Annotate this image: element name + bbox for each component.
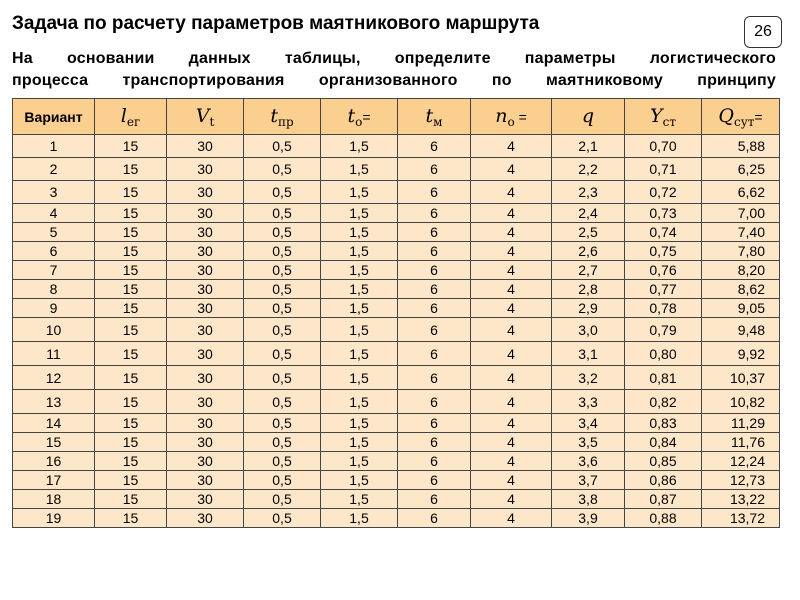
table-cell: 15: [95, 318, 167, 342]
table-cell: 0,5: [244, 261, 321, 280]
parameters-table: [12, 98, 780, 528]
table-cell: 7,40: [702, 223, 780, 242]
table-cell: 15: [95, 433, 167, 452]
table-cell: 17: [13, 471, 95, 490]
table-cell: 30: [167, 204, 244, 223]
table-cell: 4: [471, 299, 552, 318]
header-equals: =: [514, 108, 527, 125]
table-cell: 1,5: [321, 342, 398, 366]
table-cell: 0,5: [244, 280, 321, 299]
table-cell: 14: [13, 414, 95, 433]
header-subscript: ст: [662, 114, 676, 129]
table-cell: 0,5: [244, 452, 321, 471]
table-cell: 0,5: [244, 433, 321, 452]
header-param: [321, 99, 398, 135]
table-cell: 0,5: [244, 181, 321, 204]
table-cell: 15: [95, 280, 167, 299]
table-cell: 0,70: [625, 135, 702, 158]
table-cell: 13,22: [702, 490, 780, 509]
table-cell: 7,80: [702, 242, 780, 261]
header-subscript: t: [209, 114, 215, 129]
table-cell: 0,5: [244, 390, 321, 414]
table-cell: 8,20: [702, 261, 780, 280]
table-cell: 1,5: [321, 318, 398, 342]
table-cell: 4: [471, 318, 552, 342]
table-cell: 0,87: [625, 490, 702, 509]
table-row: [13, 261, 780, 280]
table-cell: 0,77: [625, 280, 702, 299]
table-cell: 6: [13, 242, 95, 261]
table-cell: 0,76: [625, 261, 702, 280]
header-subscript: о: [507, 114, 515, 129]
table-cell: 0,71: [625, 158, 702, 181]
table-cell: 13,72: [702, 509, 780, 528]
task-description-line: процесса транспортирования организованного по маятниковому принципу: [12, 72, 776, 89]
table-cell: 2,6: [552, 242, 625, 261]
table-cell: 0,5: [244, 223, 321, 242]
table-cell: 7: [13, 261, 95, 280]
table-cell: 0,84: [625, 433, 702, 452]
header-symbol: n: [495, 104, 508, 127]
table-cell: 3,7: [552, 471, 625, 490]
table-cell: 15: [13, 433, 95, 452]
table-cell: 4: [471, 390, 552, 414]
table-cell: 0,5: [244, 242, 321, 261]
table-cell: 6: [398, 223, 471, 242]
table-cell: 15: [95, 490, 167, 509]
table-cell: 2,1: [552, 135, 625, 158]
table-cell: 15: [95, 342, 167, 366]
table-cell: 30: [167, 318, 244, 342]
table-row: [13, 342, 780, 366]
table-cell: 2,3: [552, 181, 625, 204]
table-cell: 6: [398, 414, 471, 433]
header-symbol: V: [195, 104, 210, 127]
table-cell: 15: [95, 414, 167, 433]
table-cell: 5,88: [702, 135, 780, 158]
table-cell: 12: [13, 366, 95, 390]
table-cell: 2,7: [552, 261, 625, 280]
table-cell: 6: [398, 390, 471, 414]
table-cell: 0,83: [625, 414, 702, 433]
table-cell: 15: [95, 471, 167, 490]
table-row: [13, 471, 780, 490]
table-row: [13, 490, 780, 509]
header-symbol: Q: [718, 104, 734, 127]
table-cell: 15: [95, 509, 167, 528]
table-cell: 15: [95, 181, 167, 204]
table-cell: 6: [398, 181, 471, 204]
table-cell: 0,5: [244, 158, 321, 181]
table-cell: 2: [13, 158, 95, 181]
table-cell: 1,5: [321, 452, 398, 471]
header-subscript: сут: [733, 114, 755, 129]
task-description: [12, 48, 776, 92]
table-cell: 30: [167, 414, 244, 433]
table-cell: 11,76: [702, 433, 780, 452]
table-cell: 15: [95, 452, 167, 471]
table-cell: 0,74: [625, 223, 702, 242]
table-cell: 30: [167, 471, 244, 490]
table-cell: 15: [95, 158, 167, 181]
table-cell: 2,2: [552, 158, 625, 181]
table-cell: 30: [167, 223, 244, 242]
header-subscript: о: [355, 114, 363, 129]
header-equals: =: [362, 108, 371, 125]
table-row: [13, 242, 780, 261]
header-symbol: t: [425, 104, 434, 127]
table-cell: 13: [13, 390, 95, 414]
table-cell: 2,4: [552, 204, 625, 223]
slide-number: 26: [744, 16, 782, 48]
table-cell: 7,00: [702, 204, 780, 223]
table-cell: 0,5: [244, 490, 321, 509]
table-row: [13, 204, 780, 223]
table-cell: 11,29: [702, 414, 780, 433]
header-subscript: м: [433, 114, 443, 129]
table-cell: 0,72: [625, 181, 702, 204]
table-cell: 4: [471, 158, 552, 181]
header-symbol: l: [120, 104, 127, 127]
table-cell: 10,82: [702, 390, 780, 414]
table-cell: 18: [13, 490, 95, 509]
table-cell: 6: [398, 204, 471, 223]
table-cell: 12,73: [702, 471, 780, 490]
task-description-line: На основании данных таблицы, определите параметры логистического: [12, 50, 776, 67]
table-row: [13, 181, 780, 204]
table-cell: 4: [471, 366, 552, 390]
table-cell: 15: [95, 135, 167, 158]
table-row: [13, 223, 780, 242]
table-cell: 6,25: [702, 158, 780, 181]
table-cell: 0,5: [244, 318, 321, 342]
header-param: [702, 99, 780, 135]
table-cell: 6: [398, 280, 471, 299]
table-cell: 3,2: [552, 366, 625, 390]
table-cell: 15: [95, 261, 167, 280]
table-cell: 4: [471, 414, 552, 433]
table-cell: 1,5: [321, 280, 398, 299]
table-cell: 16: [13, 452, 95, 471]
table-cell: 6: [398, 299, 471, 318]
table-cell: 4: [471, 261, 552, 280]
table-cell: 19: [13, 509, 95, 528]
header-symbol: t: [270, 104, 278, 127]
table-cell: 15: [95, 390, 167, 414]
table-cell: 15: [95, 204, 167, 223]
table-cell: 12,24: [702, 452, 780, 471]
header-equals: =: [754, 108, 763, 125]
table-cell: 9: [13, 299, 95, 318]
table-cell: 0,78: [625, 299, 702, 318]
table-cell: 30: [167, 299, 244, 318]
table-cell: 30: [167, 158, 244, 181]
header-param: [95, 99, 167, 135]
table-cell: 1,5: [321, 366, 398, 390]
table-cell: 4: [471, 280, 552, 299]
table-cell: 6: [398, 342, 471, 366]
table-cell: 0,5: [244, 471, 321, 490]
table-cell: 3,8: [552, 490, 625, 509]
table-cell: 4: [471, 452, 552, 471]
table-cell: 30: [167, 280, 244, 299]
table-cell: 0,88: [625, 509, 702, 528]
table-cell: 1,5: [321, 414, 398, 433]
table-cell: 11: [13, 342, 95, 366]
table-cell: 0,82: [625, 390, 702, 414]
table-cell: 2,9: [552, 299, 625, 318]
table-cell: 1,5: [321, 390, 398, 414]
header-subscript: ег: [126, 114, 141, 129]
table-cell: 30: [167, 509, 244, 528]
table-cell: 6: [398, 433, 471, 452]
table-cell: 10,37: [702, 366, 780, 390]
table-cell: 3,4: [552, 414, 625, 433]
table-cell: 8,62: [702, 280, 780, 299]
table-cell: 6: [398, 452, 471, 471]
table-cell: 30: [167, 366, 244, 390]
table-cell: 1: [13, 135, 95, 158]
table-cell: 6: [398, 158, 471, 181]
table-cell: 3,5: [552, 433, 625, 452]
table-row: [13, 509, 780, 528]
table-cell: 30: [167, 181, 244, 204]
table-cell: 6: [398, 471, 471, 490]
header-symbol: t: [347, 104, 356, 127]
table-cell: 3,9: [552, 509, 625, 528]
table-cell: 6: [398, 261, 471, 280]
table-cell: 6: [398, 135, 471, 158]
table-row: [13, 299, 780, 318]
table-cell: 30: [167, 135, 244, 158]
table-cell: 0,5: [244, 135, 321, 158]
table-cell: 30: [167, 490, 244, 509]
table-row: [13, 135, 780, 158]
table-cell: 3,3: [552, 390, 625, 414]
table-cell: 4: [471, 242, 552, 261]
table-cell: 30: [167, 433, 244, 452]
table-cell: 2,5: [552, 223, 625, 242]
table-cell: 1,5: [321, 223, 398, 242]
table-cell: 0,79: [625, 318, 702, 342]
table-cell: 4: [471, 433, 552, 452]
table-cell: 1,5: [321, 204, 398, 223]
table-cell: 0,5: [244, 414, 321, 433]
table-row: [13, 318, 780, 342]
table-cell: 0,5: [244, 366, 321, 390]
table-cell: 0,81: [625, 366, 702, 390]
table-cell: 5: [13, 223, 95, 242]
table-cell: 10: [13, 318, 95, 342]
table-cell: 30: [167, 452, 244, 471]
table-cell: 4: [471, 135, 552, 158]
table-cell: 0,75: [625, 242, 702, 261]
table-cell: 2,8: [552, 280, 625, 299]
table-cell: 30: [167, 261, 244, 280]
table-cell: 4: [471, 471, 552, 490]
table-cell: 15: [95, 366, 167, 390]
table-row: [13, 452, 780, 471]
table-cell: 6,62: [702, 181, 780, 204]
table-cell: 0,5: [244, 509, 321, 528]
table-cell: 1,5: [321, 158, 398, 181]
table-cell: 4: [471, 223, 552, 242]
table-cell: 6: [398, 366, 471, 390]
table-cell: 1,5: [321, 181, 398, 204]
table-cell: 1,5: [321, 299, 398, 318]
table-body: [13, 135, 780, 528]
table-row: [13, 433, 780, 452]
table-cell: 6: [398, 318, 471, 342]
header-param: [471, 99, 552, 135]
table-cell: 4: [471, 181, 552, 204]
table-cell: 6: [398, 490, 471, 509]
table-cell: 3,1: [552, 342, 625, 366]
table-cell: 1,5: [321, 135, 398, 158]
table-cell: 1,5: [321, 242, 398, 261]
table-cell: 1,5: [321, 433, 398, 452]
table-cell: 4: [471, 509, 552, 528]
header-variant: Вариант: [13, 99, 95, 135]
header-param: [552, 99, 625, 135]
table-cell: 15: [95, 223, 167, 242]
table-cell: 0,85: [625, 452, 702, 471]
header-symbol: q: [581, 104, 595, 127]
table-cell: 0,5: [244, 204, 321, 223]
table-cell: 30: [167, 390, 244, 414]
table-cell: 9,48: [702, 318, 780, 342]
table-cell: 0,5: [244, 299, 321, 318]
table-cell: 4: [471, 490, 552, 509]
table-cell: 9,92: [702, 342, 780, 366]
header-param: [398, 99, 471, 135]
table-cell: 0,73: [625, 204, 702, 223]
table-row: [13, 280, 780, 299]
table-cell: 3,6: [552, 452, 625, 471]
table-row: [13, 158, 780, 181]
table-cell: 0,5: [244, 342, 321, 366]
table-row: [13, 390, 780, 414]
table-header-row: [13, 99, 780, 135]
table-cell: 30: [167, 242, 244, 261]
table-cell: 3,0: [552, 318, 625, 342]
table-cell: 0,86: [625, 471, 702, 490]
table-row: [13, 366, 780, 390]
header-param: [625, 99, 702, 135]
slide-title: Задача по расчету параметров маятникового маршрута: [12, 13, 540, 34]
table-cell: 4: [13, 204, 95, 223]
table-cell: 15: [95, 242, 167, 261]
table-cell: 0,80: [625, 342, 702, 366]
table-cell: 15: [95, 299, 167, 318]
table-cell: 3: [13, 181, 95, 204]
table-row: [13, 414, 780, 433]
table-cell: 4: [471, 342, 552, 366]
table-cell: 6: [398, 242, 471, 261]
header-symbol: Y: [650, 104, 663, 127]
table-cell: 9,05: [702, 299, 780, 318]
header-subscript: пр: [277, 114, 294, 129]
table-cell: 6: [398, 509, 471, 528]
table-cell: 1,5: [321, 490, 398, 509]
table-cell: 8: [13, 280, 95, 299]
table-cell: 1,5: [321, 471, 398, 490]
table-cell: 1,5: [321, 261, 398, 280]
table-cell: 4: [471, 204, 552, 223]
table-cell: 1,5: [321, 509, 398, 528]
header-param: [167, 99, 244, 135]
table-cell: 30: [167, 342, 244, 366]
header-param: [244, 99, 321, 135]
